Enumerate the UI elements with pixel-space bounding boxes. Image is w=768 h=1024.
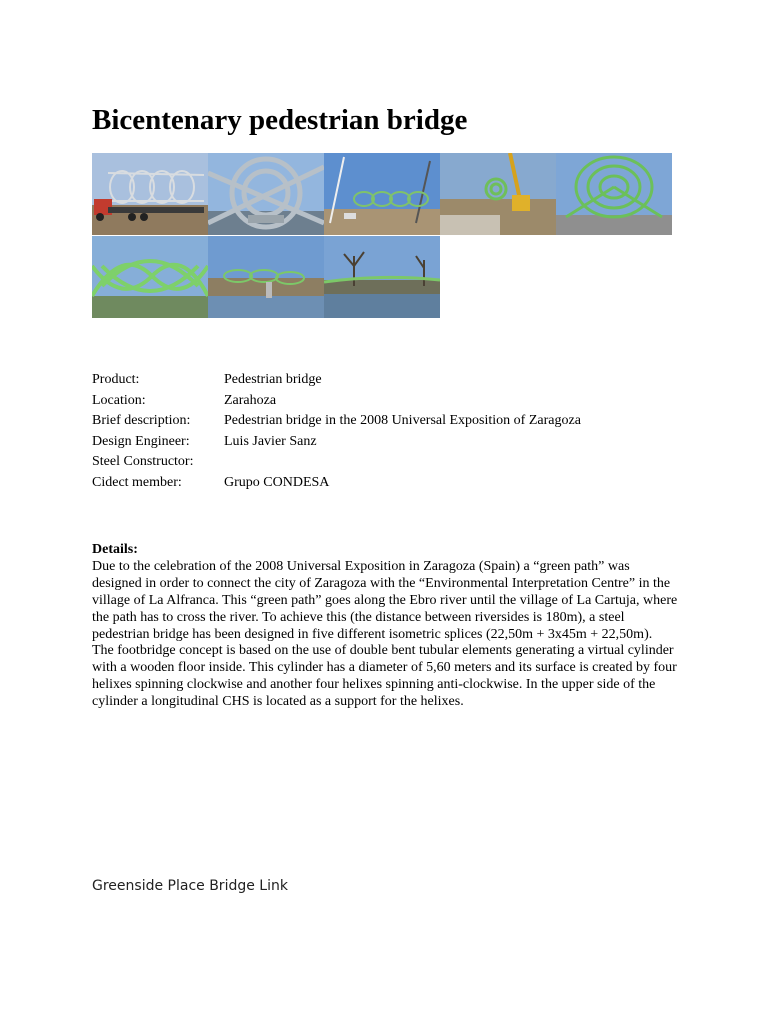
spec-label: Location: bbox=[92, 392, 146, 408]
details-paragraph: Due to the celebration of the 2008 Universal Exposition in Zaragoza (Spain) a “green path” was designed in order to connect the city of Zaragoza with the “Environmental Interpretation Centre” in the village of La Alfranca. This “green path” goes along the Ebro river until the village of La Cartuja, where the path has to cross the river. To achieve this (the distance between riversides is 180m), a steel pedestrian bridge has been designed in five different isometric splices (22,50m + 3x45m + 22,50m). bbox=[92, 558, 678, 642]
spec-table bbox=[92, 370, 692, 493]
bridge-transport-photo bbox=[92, 153, 208, 235]
spec-row-product bbox=[92, 370, 692, 391]
greenside-bridge-link[interactable]: Greenside Place Bridge Link bbox=[92, 878, 288, 894]
spec-row-cidect-member bbox=[92, 473, 692, 494]
spec-row-steel-constructor bbox=[92, 452, 692, 473]
bridge-green-helixes-photo bbox=[92, 236, 208, 318]
details-section bbox=[92, 542, 682, 711]
spec-label: Brief description: bbox=[92, 413, 191, 428]
spec-value: Zarahoza bbox=[224, 392, 277, 408]
spec-label: Product: bbox=[92, 372, 140, 387]
bridge-over-river-photo bbox=[208, 236, 324, 318]
spec-value: Pedestrian bridge bbox=[224, 372, 322, 387]
details-paragraph: The footbridge concept is based on the use of double bent tubular elements generating a virtual cylinder with a wooden floor inside. This cylinder has a diameter of 5,60 meters and its surface is created by four helixes spinning clockwise and another four helixes spinning anti-clockwise. In the upper side of the cylinder a longitudinal CHS is located as a support for the helixes. bbox=[92, 643, 677, 710]
spec-value: Luis Javier Sanz bbox=[224, 433, 317, 449]
spec-row-brief-description bbox=[92, 411, 692, 432]
spec-value: Pedestrian bridge in the 2008 Universal Exposition of Zaragoza bbox=[224, 413, 581, 428]
bridge-riverside-trees-photo bbox=[324, 236, 440, 318]
spec-label: Design Engineer: bbox=[92, 433, 190, 449]
bridge-crane-assembly-photo bbox=[324, 153, 440, 235]
spec-label: Cidect member: bbox=[92, 474, 182, 490]
spec-row-location bbox=[92, 391, 692, 412]
bridge-lifting-photo bbox=[440, 153, 556, 235]
spec-row-design-engineer bbox=[92, 432, 692, 453]
spec-value: Grupo CONDESA bbox=[224, 474, 330, 490]
bridge-interior-view-photo bbox=[556, 153, 672, 235]
page-title: Bicentenary pedestrian bridge bbox=[92, 104, 468, 136]
bridge-helix-closeup-photo bbox=[208, 153, 324, 235]
details-heading: Details: bbox=[92, 542, 138, 557]
spec-label: Steel Constructor: bbox=[92, 454, 194, 469]
